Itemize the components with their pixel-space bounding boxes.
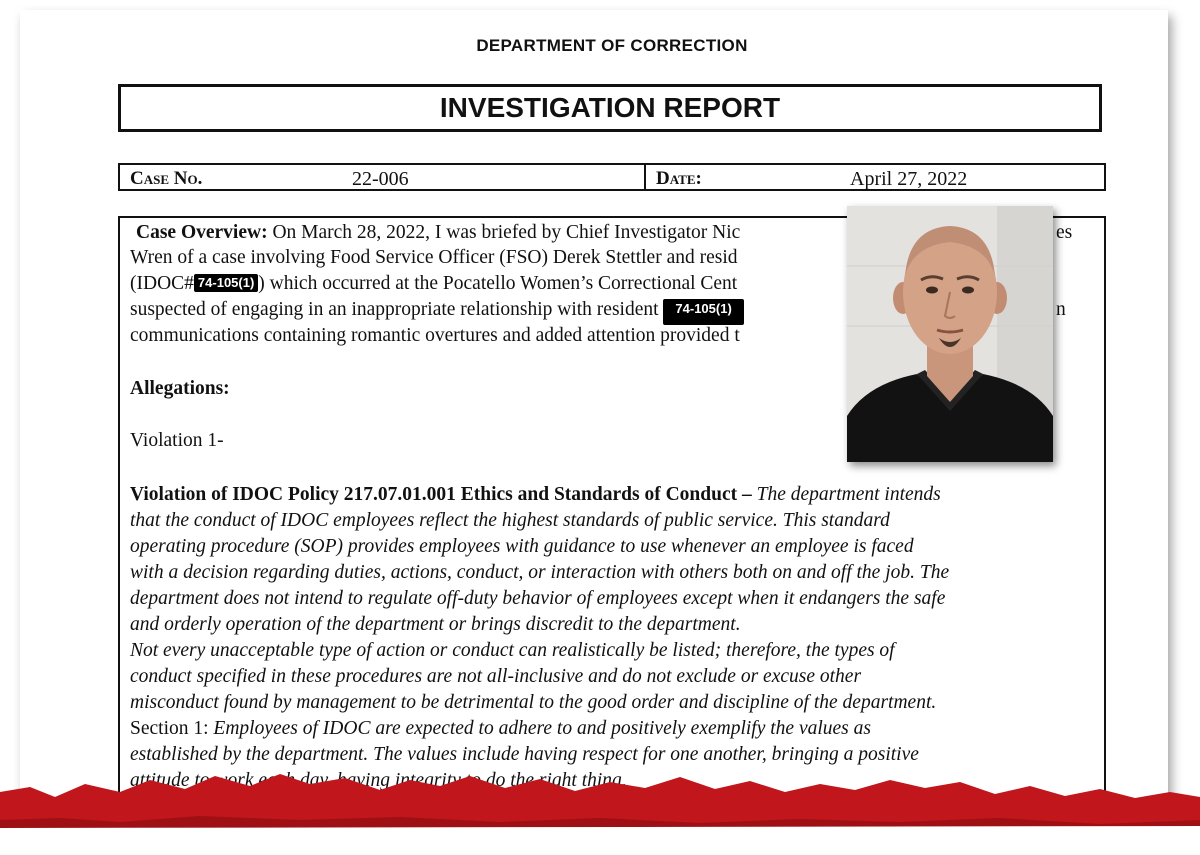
violation-line-1 [130, 484, 941, 506]
violation-heading: Violation of IDOC Policy 217.07.01.001 Ethics and Standards of Conduct – [130, 484, 752, 505]
case-number-label: Case No. [130, 168, 203, 189]
overview-text-3b: ) which occurred at the Pocatello Women’s Correctional Cent [258, 273, 738, 294]
portrait-image [847, 206, 1053, 462]
overview-heading: Case Overview: [136, 222, 268, 243]
date-label: Date: [656, 168, 702, 189]
overview-line-4 [130, 299, 744, 325]
overview-line-1-tail: es [1056, 222, 1073, 243]
overview-line-3 [130, 273, 737, 295]
officer-photo [847, 206, 1053, 462]
violation-line-9: misconduct found by management to be detrimental to the good order and discipline of the department. [130, 692, 937, 713]
violation-line-7: Not every unacceptable type of action or conduct can realistically be listed; therefore, the types of [130, 640, 895, 661]
violation-line-8: conduct specified in these procedures are not all-inclusive and do not exclude or excuse other [130, 666, 862, 687]
torn-edge-graphic [0, 762, 1200, 855]
overview-text-1: On March 28, 2022, I was briefed by Chief Investigator Nic [272, 222, 741, 243]
violation-line-3: operating procedure (SOP) provides employees with guidance to use whenever an employee is faced [130, 536, 914, 557]
overview-line-5: communications containing romantic overtures and added attention provided t [130, 325, 740, 346]
case-info-row [118, 163, 1106, 191]
allegations-heading: Allegations: [130, 378, 230, 399]
report-title: INVESTIGATION REPORT [118, 84, 1102, 132]
overview-text-4: suspected of engaging in an inappropriate relationship with resident [130, 299, 659, 320]
date-value: April 27, 2022 [850, 168, 968, 190]
case-number-value: 22-006 [352, 168, 409, 190]
violation-text-1: The department intends [756, 484, 941, 505]
violation-line-6: and orderly operation of the department or brings discredit to the department. [130, 614, 741, 635]
case-row-divider [644, 165, 646, 189]
redaction-label: 74-105(1) [194, 274, 258, 292]
violation-line-12: attitude to work each day, having integrity to do the right thing, [130, 770, 627, 791]
overview-line-4-tail: n [1056, 299, 1066, 320]
violation-line-10 [130, 718, 871, 740]
violation-line-2: that the conduct of IDOC employees reflect the highest standards of public service. This standard [130, 510, 890, 531]
violation-label: Violation 1- [130, 430, 224, 451]
violation-line-11: established by the department. The values include having respect for one another, bringing a positive [130, 744, 919, 765]
overview-text-3a: (IDOC# [130, 273, 194, 294]
overview-line-2: Wren of a case involving Food Service Officer (FSO) Derek Stettler and resid [130, 247, 738, 268]
violation-line-4: with a decision regarding duties, actions, conduct, or interaction with others both on and off the job. The [130, 562, 950, 583]
redaction-label: 74-105(1) [663, 299, 743, 325]
violation-text-10: Employees of IDOC are expected to adhere to and positively exemplify the values as [213, 718, 871, 739]
violation-line-5: department does not intend to regulate off-duty behavior of employees except when it endangers the safe [130, 588, 946, 609]
section-label: Section 1: [130, 718, 209, 739]
department-name: DEPARTMENT OF CORRECTION [476, 36, 748, 55]
overview-line-1 [136, 222, 740, 244]
